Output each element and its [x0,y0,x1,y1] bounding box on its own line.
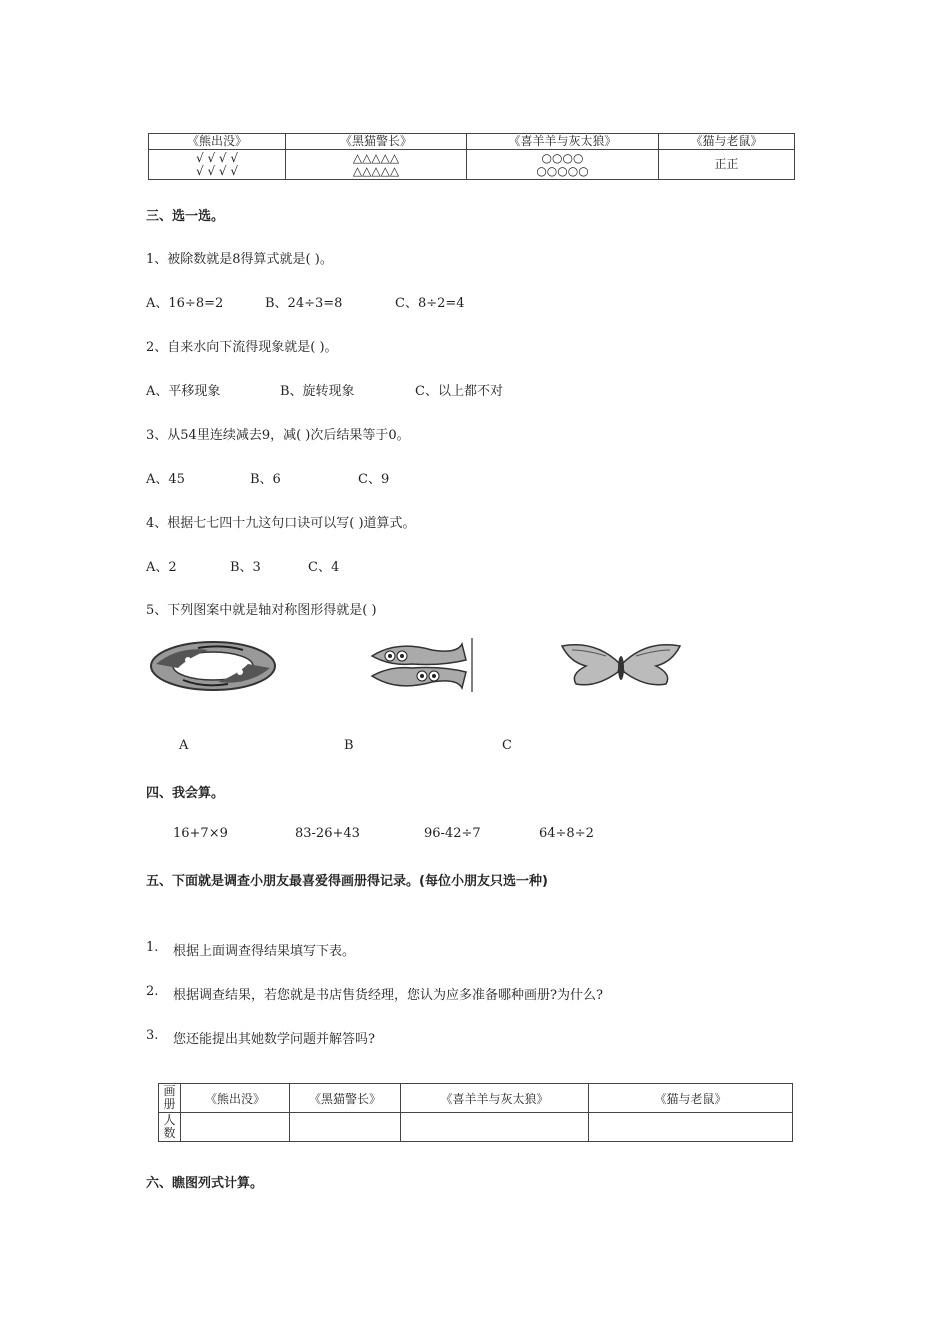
blank-cell[interactable] [589,1113,793,1142]
task-number: 2. [146,984,159,999]
calc-expression: 96-42÷7 [424,826,481,841]
tally-checks [149,150,286,180]
header-heimaojingzhang: 《黑猫警长》 [286,134,467,150]
two-fish-pattern-image [362,636,477,694]
blank-header-maoyulaoshu: 《猫与老鼠》 [589,1084,793,1113]
tally-zheng [659,150,795,180]
header-xiongchumei: 《熊出没》 [149,134,286,150]
tally-circles [467,150,659,180]
section-5-title: 五、下面就是调查小朋友最喜爱得画册得记录。(每位小朋友只选一种) [146,874,548,889]
blank-header-heimaojingzhang: 《黑猫警长》 [290,1084,401,1113]
q4-option-c: C、4 [308,560,340,575]
task-text: 根据调查结果，若您就是书店售货经理，您认为应多准备哪种画册?为什么? [173,988,603,1003]
blank-cell[interactable] [290,1113,401,1142]
blank-cell[interactable] [401,1113,589,1142]
q4-option-a: A、2 [146,560,177,575]
task-number: 3. [146,1028,159,1043]
calc-expression: 16+7×9 [173,826,228,841]
tally-line: √ √ √ √ [195,150,239,165]
q3-option-b: B、6 [250,472,281,487]
q2-option-b: B、旋转现象 [280,384,355,399]
task-number: 1. [146,940,159,955]
survey-record-table [148,133,795,180]
question-4: 4、根据七七四十九这句口诀可以写( )道算式。 [146,516,416,531]
tally-line: ○○○○ [541,150,584,165]
tally-line: △△△△△ [352,163,400,178]
tally-line: △△△△△ [352,150,400,165]
question-2: 2、自来水向下流得现象就是( )。 [146,340,338,355]
question-3: 3、从54里连续减去9，减( )次后结果等于0。 [146,428,410,443]
blank-header-xiyangyang: 《喜羊羊与灰太狼》 [401,1084,589,1113]
question-5: 5、下列图案中就是轴对称图形得就是( ) [146,603,377,618]
figure-label-a: A [179,738,189,753]
row-label-renshu: 人数 [159,1113,181,1142]
section-4-title: 四、我会算。 [146,786,225,801]
task-text: 您还能提出其她数学问题并解答吗? [173,1032,375,1047]
q1-option-b: B、24÷3=8 [265,296,343,311]
tally-line: ○○○○○ [536,163,589,178]
section-3-title: 三、选一选。 [146,209,225,224]
header-xiyangyang: 《喜羊羊与灰太狼》 [467,134,659,150]
tally-triangles [286,150,467,180]
butterfly-image [556,642,686,690]
q3-option-a: A、45 [146,472,185,487]
section-6-title: 六、瞧图列式计算。 [146,1176,264,1191]
fill-in-table [158,1083,793,1142]
task-text: 根据上面调查得结果填写下表。 [173,944,356,959]
figure-label-b: B [344,738,354,753]
question-1: 1、被除数就是8得算式就是( )。 [146,252,333,267]
fish-circle-pattern-image [148,640,278,692]
q3-option-c: C、9 [358,472,390,487]
q4-option-b: B、3 [230,560,261,575]
tally-line: √ √ √ √ [195,163,239,178]
q1-option-a: A、16÷8=2 [146,296,224,311]
row-label-huace: 画册 [159,1084,181,1113]
calc-expression: 83-26+43 [295,826,360,841]
calc-expression: 64÷8÷2 [539,826,594,841]
blank-cell[interactable] [181,1113,290,1142]
q2-option-a: A、平移现象 [146,384,221,399]
q2-option-c: C、以上都不对 [415,384,503,399]
blank-header-xiongchumei: 《熊出没》 [181,1084,290,1113]
q1-option-c: C、8÷2=4 [395,296,465,311]
tally-line: 正正 [714,157,739,171]
header-maoyulaoshu: 《猫与老鼠》 [659,134,795,150]
figure-label-c: C [502,738,512,753]
